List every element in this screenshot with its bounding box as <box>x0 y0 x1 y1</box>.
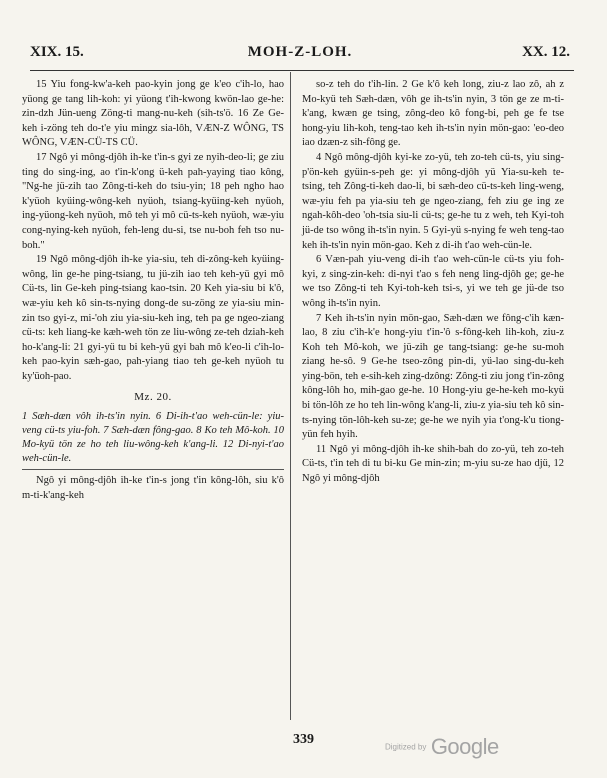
header-rule <box>30 70 574 71</box>
verse-paragraph: 19 Ngô mông-djôh ih-ke yia-siu, teh di-zông-keh kyüing-wông, lin ge-he ping-tsiang, tu jü-zih iao teh keh-yü gyi mô Cü-ts, lin Ge-keh ping-tsiang kao-tsin. 20 Keh yia-siu bi k'ô, wæ-yiu keh kô sin-ts-nying dong-de su-zöng ze yia-siu min-zin tso gyi-z, mi-'oh ziu yia-siu-keh ing, teh pa ge ngeo-ziang cü-ts: keh liang-ke kæh-weh tön ze liu-wông ze-teh dziah-keh ho-k'ang-li: 21 gyi-yü tu bi keh-yü gyi bah mô k'eo-li c'ih-lo-keh pao-kyin sæh-gao, pah-yiang tiao teh ge-keh nyüoh tu ky'üoh-pao. <box>22 254 284 382</box>
google-watermark <box>385 734 499 759</box>
verse-paragraph: Ngô yi mông-djôh ih-ke t'in-s jong t'in kông-lôh, siu k'ô m-ti-k'ang-keh <box>22 475 284 501</box>
column-divider <box>290 72 291 720</box>
right-column <box>302 78 564 487</box>
left-column <box>22 78 284 503</box>
verse-paragraph: 7 Keh ih-ts'in nyin mön-gao, Sæh-dæn we fông-c'ih kæn-lao, 8 ziu c'ih-k'e hong-yiu t'in-'ô s-fông-keh lih-koh, ziu-z Koh teh Mô-koh, we jü-zih ge tang-tsiang: ge-he su-moh ziang he-sô. 9 Ge-he tseo-zông pin-di, yü-lao sing-du-keh ying-bön, teh e-sih-keh zing-dzông: Zông-ti ziu jong t'in-zông kông-lôh ho, mih-gao ge-he. 10 Hong-yiu ge-he-keh mo-kyü bi tön-lôh ze ho teh lin-wông k'ang-li, ziu-z yia-siu teh kô sin-ts-nying tön-lôh-keh su-ze; ge-he we nyih yia t'ong-k'u tiong-yün feh hyih. <box>302 312 564 441</box>
summary-text: 1 Sæh-dæn vôh ih-ts'in nyin. 6 Di-ih-t'ao weh-cün-le: yiu-veng cü-ts yiu-foh. 7 Sæh-dæn fông-gao. 8 Ko teh Mô-koh. 10 Mo-kyü tön ze ho teh liu-wông-keh k'ang-li. 12 Di-nyi-t'ao weh-cün-le. <box>22 411 284 465</box>
chapter-summary <box>22 410 284 470</box>
verse-paragraph: 6 Væn-pah yiu-veng di-ih t'ao weh-cün-le cü-ts yiu foh-kyi, z sing-zin-keh: di-nyi t'ao s feh neng ling-djôh ge; ge-he we tso Zông-ti teh Kyi-toh-keh tsi-s, yi we teh ge jü-de tso wông ih-ts'in nyin. <box>302 254 564 309</box>
chapter-heading: Mz. 20. <box>134 391 172 404</box>
header-right-reference: XX. 12. <box>522 44 570 60</box>
running-header <box>30 44 570 66</box>
header-left-reference: XIX. 15. <box>30 44 84 60</box>
verse-paragraph: 17 Ngô yi mông-djôh ih-ke t'in-s gyi ze nyih-deo-li; ge ziu ting do sing-ing, ao t'in-k'ong ü-keh pah-yaying tiao kông, "Ng-he jü-zih tao Zông-ti-keh do tsiu-yin; 18 peh ngho hao k'yüoh kyüing-wông-keh nyüoh, tsiang-kyüing-keh nyüoh, ing-yüong-keh nyüoh, mô teh yi mô cü-ts-keh nyüoh, wæ-yiu cong-nying-keh nyüoh, feh-leng du-si, tse nu-boh feh tso nu-boh." <box>22 151 284 251</box>
verse-paragraph: so-z teh do t'ih-lin. 2 Ge k'ô keh long, ziu-z lao zô, ah z Mo-kyü teh Sæh-dæn, vôh ge ih-ts'in nyin, 3 tön ge ze m-ti-k'ang, kwæn ge tsing, zông-deo kô fong-bi, peh ge fe tse hong-yiu lih-koh, teng-tao keh ih-ts'in nyin mön-gao: 'eo-deo iao dzæn-z sih-fông ge. <box>302 79 564 149</box>
verse-paragraph: 11 Ngô yi mông-djôh ih-ke shih-bah do zo-yü, teh zo-teh Cü-ts, t'in teh di tu bi-ku Ge min-zin; m-yiu su-ze hao djü, 12 Ngô yi mông-djôh <box>302 443 564 485</box>
page-number: 339 <box>293 732 314 747</box>
verse-paragraph: 4 Ngô mông-djôh kyi-ke zo-yü, teh zo-teh cü-ts, yiu sing-p'ön-keh gyüin-s-peh ge: yi mông-djôh yü Yia-su-keh te-tsing, teh Zông-ti-keh dao-li, bi sæh-deo cü-ts-keh ling-weng, wæ-yiu feh pa yia-siu teh ge ngeo-ziang, feh ziu ge ing ze ngah-kôh-deo 'oh-tsia siu-li cü-ts; ge-he tu z weh, teh Kyi-toh jü-de tso wông ih-ts'in nyin. 5 Gyi-yü s-nying fe weh teng-tao keh ih-ts'in nyin mön-gao. Keh z di-ih t'ao weh-cün-le. <box>302 151 564 251</box>
watermark-digitized-label: Digitized by <box>385 742 427 752</box>
google-logo: Google <box>430 734 499 759</box>
header-book-title: MOH-Z-LOH. <box>247 44 353 60</box>
verse-paragraph: 15 Yiu fong-kw'a-keh pao-kyin jong ge k'eo c'ih-lo, hao yüong ge tang lih-koh: yi yüong t'ih-kwong kwön-lao ge-he: zin-dzh Jün-ueng Zöng-ti mang-nu-keh (sih-ts'ö. 16 Ze Ge-keh i-zöng teh do-t'e yiu mingz sia-lôh, VÆN-Z WÔNG, TS WÔNG, VÆN-CÜ-TS CÜ. <box>22 79 284 149</box>
